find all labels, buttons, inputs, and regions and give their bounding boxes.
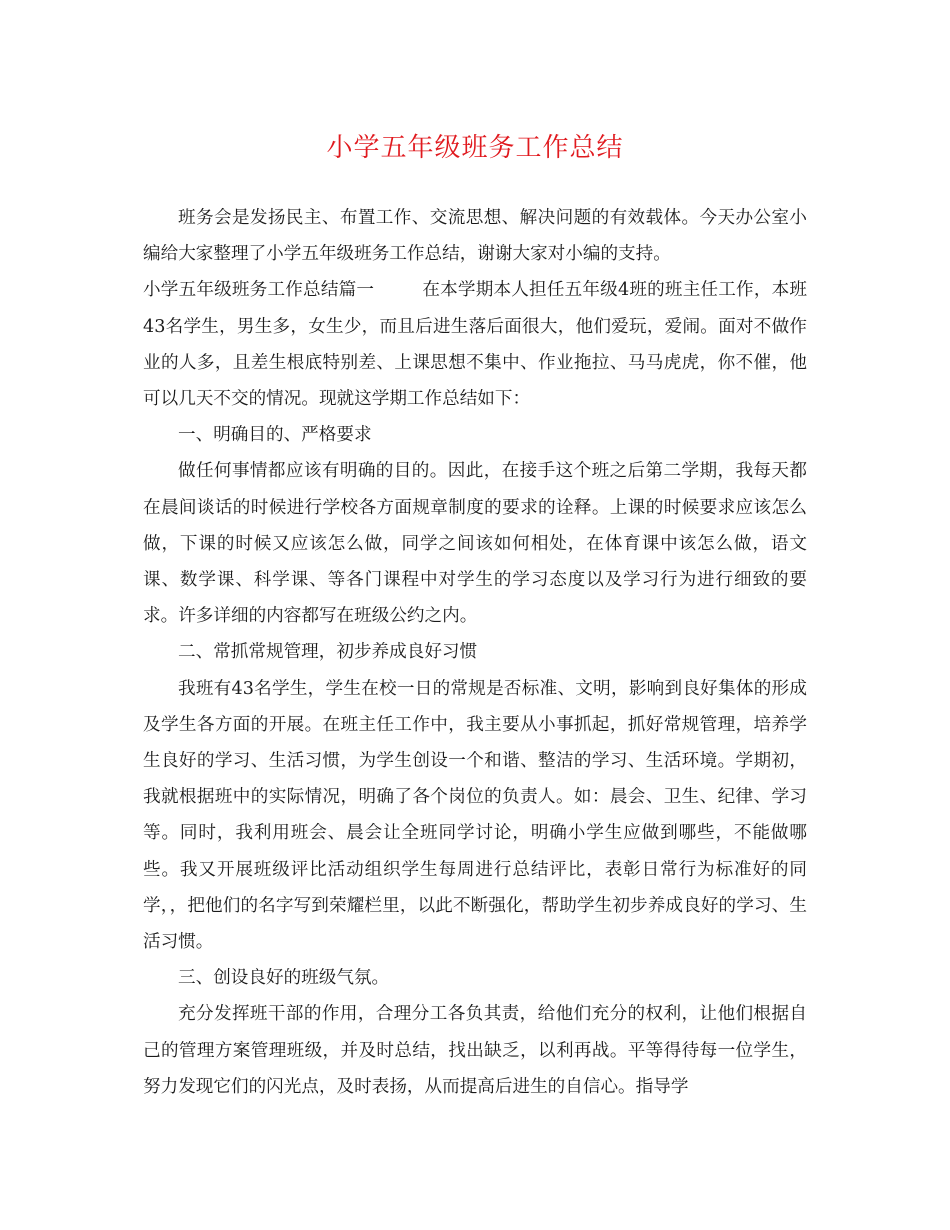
- intro-paragraph: 班务会是发扬民主、布置工作、交流思想、解决问题的有效载体。今天办公室小编给大家整理了小学五年级班务工作总结，谢谢大家对小编的支持。: [143, 208, 807, 265]
- article-opening-paragraph: [143, 272, 807, 417]
- section-body-2: 我班有43名学生，学生在校一日的常规是否标准、文明，影响到良好集体的形成及学生各方面的开展。在班主任工作中，我主要从小事抓起，抓好常规管理，培养学生良好的学习、生活习惯，为学生创设一个和谐、整洁的学习、生活环境。学期初，我就根据班中的实际情况，明确了各个岗位的负责人。如：晨会、卫生、纪律、学习等。同时，我利用班会、晨会让全班同学讨论，明确小学生应做到哪些，不能做哪些。我又开展班级评比活动组织学生每周进行总结评比，表彰日常行为标准好的同学，，把他们的名字写到荣耀栏里，以此不断强化，帮助学生初步养成良好的学习、生活习惯。: [143, 678, 807, 953]
- section-heading-3: 三、创设良好的班级气氛。: [178, 968, 390, 989]
- article-opening-text: 在本学期本人担任五年级4班的班主任工作，本班43名学生，男生多，女生少，而且后进生落后面很大，他们爱玩，爱闹。面对不做作业的人多，且差生根底特别差、上课思想不集中、作业拖拉、马马虎虎，你不催，他可以几天不交的情况。现就这学期工作总结如下：: [143, 280, 807, 410]
- document-title: 小学五年级班务工作总结: [326, 133, 624, 163]
- section-heading-1: 一、明确目的、严格要求: [178, 425, 372, 446]
- document-body: [143, 200, 807, 1105]
- section-heading-2: 二、常抓常规管理，初步养成良好习惯: [178, 642, 478, 663]
- section-body-3: 充分发挥班干部的作用，合理分工各负其责，给他们充分的权利，让他们根据自己的管理方案管理班级，并及时总结，找出缺乏，以利再战。平等得待每一位学生，努力发现它们的闪光点，及时表扬，从而提高后进生的自信心。指导学: [143, 1004, 807, 1097]
- section-body-1: 做任何事情都应该有明确的目的。因此，在接手这个班之后第二学期，我每天都在晨间谈话的时候进行学校各方面规章制度的要求的诠释。上课的时候要求应该怎么做，下课的时候又应该怎么做，同学之间该如何相处，在体育课中该怎么做，语文课、数学课、科学课、等各门课程中对学生的学习态度以及学习行为进行细致的要求。许多详细的内容都写在班级公约之内。: [143, 461, 807, 627]
- article-heading: 小学五年级班务工作总结篇一: [143, 280, 375, 301]
